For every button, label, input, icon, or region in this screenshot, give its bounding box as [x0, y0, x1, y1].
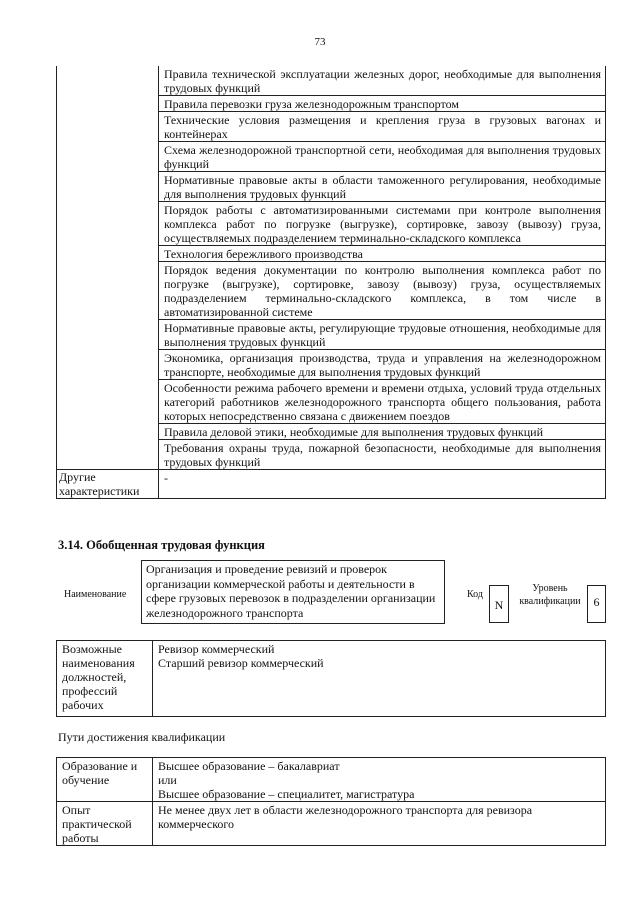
experience-label: Опыт практической работы — [57, 802, 153, 846]
position-item: Ревизор коммерческий — [158, 642, 275, 656]
knowledge-item: Схема железнодорожной транспортной сети, необходимая для выполнения трудовых функций — [159, 142, 606, 172]
other-characteristics-label: Другие характеристики — [57, 470, 159, 499]
knowledge-row — [57, 66, 606, 96]
function-name-value: Организация и проведение ревизий и проверок организации коммерческой работы и деятельности в сфере грузовых перевозок в подразделении организации железнодорожного транспорта — [141, 560, 445, 624]
experience-row — [57, 802, 606, 846]
education-label: Образование и обучение — [57, 758, 153, 802]
knowledge-item: Нормативные правовые акты в области таможенного регулирования, необходимые для выполнения трудовых функций — [159, 172, 606, 202]
name-label: Наименование — [64, 589, 127, 600]
knowledge-item: Нормативные правовые акты, регулирующие трудовые отношения, необходимые для выполнения трудовых функций — [159, 320, 606, 350]
positions-table — [56, 640, 606, 717]
knowledge-item: Особенности режима рабочего времени и времени отдыха, условий труда отдельных категорий работников железнодорожного транспорта общего пользования, работа которых непосредственно связана с движением поездов — [159, 380, 606, 424]
education-item: или — [158, 773, 177, 787]
section-title: 3.14. Обобщенная трудовая функция — [58, 538, 265, 552]
code-value: N — [489, 585, 509, 623]
education-row — [57, 758, 606, 802]
page-number: 73 — [314, 36, 326, 48]
other-characteristics-value: - — [159, 470, 606, 499]
knowledge-item: Технические условия размещения и крепления груза в грузовых вагонах и контейнерах — [159, 112, 606, 142]
paths-title: Пути достижения квалификации — [58, 730, 226, 744]
code-label: Код — [467, 589, 483, 600]
education-item: Высшее образование – бакалавриат — [158, 759, 340, 773]
positions-label: Возможные наименования должностей, профессий рабочих — [57, 641, 153, 717]
knowledge-item: Требования охраны труда, пожарной безопасности, необходимые для выполнения трудовых функций — [159, 440, 606, 470]
positions-values — [153, 641, 606, 717]
knowledge-item: Экономика, организация производства, труда и управления на железнодорожном транспорте, необходимые для выполнения трудовых функций — [159, 350, 606, 380]
generalized-function-header — [56, 560, 606, 626]
qualification-level-label: Уровень квалификации — [519, 583, 581, 607]
position-item: Старший ревизор коммерческий — [158, 656, 324, 670]
positions-row — [57, 641, 606, 717]
knowledge-item: Порядок работы с автоматизированными системами при контроле выполнения комплекса работ по погрузке (выгрузке), сортировке, завозу (вывозу) груза, осуществляемых подразделением терминально-складского комплекса — [159, 202, 606, 246]
qualification-paths-table — [56, 757, 606, 846]
knowledge-table — [56, 66, 606, 499]
experience-values: Не менее двух лет в области железнодорожного транспорта для ревизора коммерческого — [153, 802, 606, 846]
other-characteristics-row — [57, 470, 606, 499]
education-values — [153, 758, 606, 802]
knowledge-item: Правила перевозки груза железнодорожным транспортом — [159, 96, 606, 112]
knowledge-item: Порядок ведения документации по контролю выполнения комплекса работ по погрузке (выгрузке), сортировке, завозу (вывозу) груза, осуществляемых подразделением терминально-складского комплекса, в том числе в автоматизированной системе — [159, 262, 606, 320]
knowledge-left-cell — [57, 66, 159, 470]
knowledge-item: Правила технической эксплуатации железных дорог, необходимые для выполнения трудовых функций — [159, 66, 606, 96]
education-item: Высшее образование – специалитет, магистратура — [158, 787, 415, 801]
knowledge-item: Правила деловой этики, необходимые для выполнения трудовых функций — [159, 424, 606, 440]
qualification-level-value: 6 — [587, 585, 606, 623]
knowledge-item: Технология бережливого производства — [159, 246, 606, 262]
